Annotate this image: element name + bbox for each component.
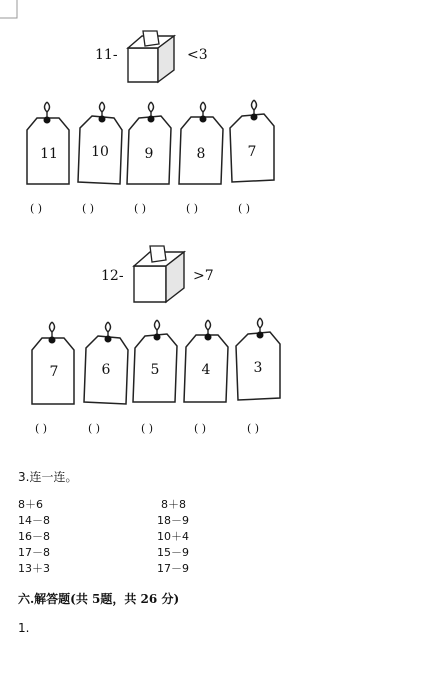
tag-shape-icon [228, 98, 276, 184]
tag-shape-icon [131, 318, 179, 404]
tag-shape-icon [125, 100, 173, 186]
number-tag [177, 100, 225, 186]
puzzle-1-left-expression: 11- [95, 47, 118, 63]
right-expression[interactable]: 18－9 [157, 514, 189, 527]
puzzle-1-right-expression: <3 [187, 47, 208, 63]
left-expression[interactable]: 14－8 [18, 514, 50, 527]
answer-blank[interactable]: ( ) [238, 202, 251, 215]
cube-box-icon [124, 30, 180, 86]
tag-shape-icon [25, 100, 73, 186]
answer-blank[interactable]: ( ) [30, 202, 43, 215]
tag-number: 11 [40, 146, 58, 162]
left-expression[interactable]: 8＋6 [18, 498, 43, 511]
tag-number: 9 [144, 146, 154, 162]
number-tag [131, 318, 179, 404]
question-1-number: 1. [18, 621, 30, 635]
number-tag [125, 100, 173, 186]
number-tag [182, 318, 230, 404]
puzzle-2-right-expression: >7 [193, 268, 214, 284]
answer-blank[interactable]: ( ) [194, 422, 207, 435]
tag-shape-icon [234, 316, 282, 402]
left-expression[interactable]: 16－8 [18, 530, 50, 543]
right-expression[interactable]: 8＋8 [161, 498, 186, 511]
section-3-title: 3.连一连。 [18, 470, 78, 484]
puzzle-2-left-expression: 12- [101, 268, 124, 284]
number-tag [76, 100, 124, 186]
tag-shape-icon [177, 100, 225, 186]
number-tag [228, 98, 276, 184]
answer-blank[interactable]: ( ) [88, 422, 101, 435]
number-tag [25, 100, 73, 186]
tag-shape-icon [76, 100, 124, 186]
number-tag [82, 320, 130, 406]
number-tag [30, 320, 78, 406]
right-expression[interactable]: 17－9 [157, 562, 189, 575]
tag-number: 6 [101, 362, 111, 378]
right-expression[interactable]: 10＋4 [157, 530, 189, 543]
answer-blank[interactable]: ( ) [141, 422, 154, 435]
right-expression[interactable]: 15－9 [157, 546, 189, 559]
answer-blank[interactable]: ( ) [82, 202, 95, 215]
tag-number: 5 [150, 362, 160, 378]
tag-number: 7 [247, 144, 257, 160]
answer-blank[interactable]: ( ) [134, 202, 147, 215]
answer-blank[interactable]: ( ) [186, 202, 199, 215]
left-expression[interactable]: 17－8 [18, 546, 50, 559]
tag-number: 8 [196, 146, 206, 162]
tag-shape-icon [182, 318, 230, 404]
tag-number: 10 [91, 144, 109, 160]
number-tag [234, 316, 282, 402]
left-expression[interactable]: 13＋3 [18, 562, 50, 575]
answer-blank[interactable]: ( ) [35, 422, 48, 435]
answer-blank[interactable]: ( ) [247, 422, 260, 435]
cube-box-icon [130, 244, 188, 306]
page-corner-mark [0, 0, 20, 20]
tag-number: 3 [253, 360, 263, 376]
tag-number: 4 [201, 362, 211, 378]
tag-number: 7 [49, 364, 59, 380]
section-6-title: 六.解答题(共 5题，共 26 分) [18, 592, 180, 606]
tag-shape-icon [30, 320, 78, 406]
